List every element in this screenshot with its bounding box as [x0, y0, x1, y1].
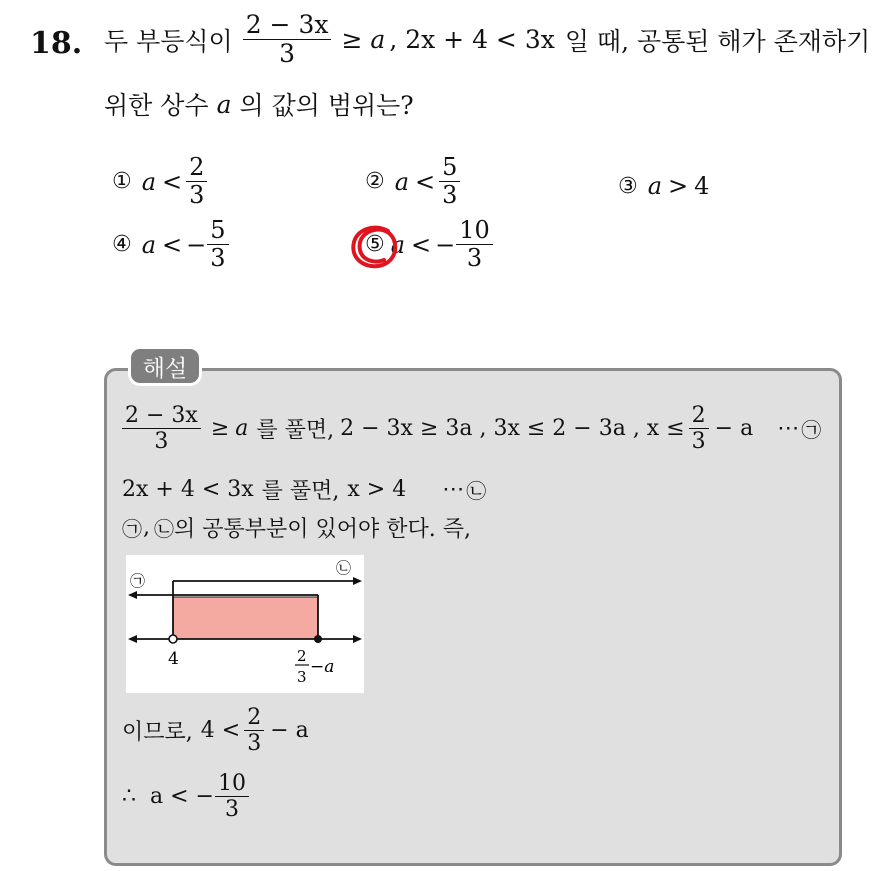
option-5-fraction: [456, 218, 493, 271]
solve-text: 를 풀면,: [256, 418, 335, 444]
dots: ⋯: [777, 416, 800, 442]
question-post: 일 때, 공통된 해가 존재하기: [564, 26, 871, 56]
option-op: >: [668, 172, 689, 200]
option-4[interactable]: [112, 218, 233, 271]
fraction-denominator: 3: [247, 731, 262, 757]
nl-circ-right: ㉡: [336, 559, 352, 577]
option-1-fraction: [186, 155, 207, 208]
open-dot: [169, 635, 177, 643]
minus-a: − a: [270, 718, 309, 744]
fraction-numerator: 2: [244, 706, 264, 731]
option-sign: −: [435, 230, 456, 259]
explanation-fraction-2: [689, 404, 709, 453]
question-number: 18.: [30, 26, 83, 61]
fraction-numerator: 2 − 3x: [122, 404, 201, 429]
fraction-numerator: 2: [186, 155, 207, 182]
fraction-numerator: 5: [439, 155, 460, 182]
option-op: <: [162, 230, 183, 259]
fraction-numerator: 10: [456, 218, 493, 245]
final-answer: a < −: [150, 784, 214, 810]
fraction-numerator: 5: [207, 218, 228, 245]
option-var: a: [394, 167, 410, 196]
minus-a: − a: [714, 416, 754, 442]
nl-label-tail: −a: [310, 657, 335, 677]
explanation-tag: 해설: [128, 346, 202, 386]
variable-a: a: [235, 416, 249, 442]
option-1[interactable]: [112, 155, 211, 208]
explanation-fraction-4: [215, 772, 249, 821]
option-2-fraction: [439, 155, 460, 208]
four-lt: 4 <: [200, 718, 241, 744]
separator: ,: [143, 515, 150, 540]
question-pre: 두 부등식이: [104, 26, 233, 56]
explanation-line-3: [122, 512, 471, 543]
fraction-numerator: 2 − 3x: [243, 12, 332, 40]
option-op: <: [162, 167, 183, 196]
closed-dot: [314, 635, 322, 643]
explanation-fraction-3: [244, 706, 264, 755]
explanation-fraction: [122, 404, 201, 453]
circled-nieun: ㉡: [466, 479, 487, 503]
answer-circle-mark: [348, 222, 404, 272]
inequality-2: 2x + 4 < 3x: [122, 477, 254, 502]
option-5-mark: ⑤: [365, 232, 385, 258]
explanation-line-4: [122, 706, 309, 755]
ge-symbol: ≥: [210, 416, 230, 442]
explanation-line-1: [122, 404, 821, 453]
fraction-denominator: 3: [442, 181, 458, 210]
option-var: a: [141, 230, 157, 259]
therefore-text: 이므로,: [122, 720, 193, 746]
question-fraction: [243, 12, 332, 68]
fraction-denominator: 3: [279, 39, 296, 69]
fraction-denominator: 3: [154, 429, 169, 455]
fraction-numerator: 10: [215, 772, 249, 797]
option-1-mark: ①: [112, 169, 132, 195]
number-line-diagram: [126, 555, 364, 693]
ge-symbol: ≥: [341, 25, 363, 55]
variable-a: a: [216, 89, 232, 119]
option-value: 4: [694, 172, 710, 200]
option-4-mark: ④: [112, 232, 132, 258]
fraction-denominator: 3: [210, 244, 226, 273]
variable-a: a: [370, 25, 386, 55]
option-var: a: [390, 230, 406, 259]
fraction-denominator: 3: [224, 797, 239, 823]
question-line2-c: 의 값의 범위는?: [239, 91, 414, 120]
x-gt-4: x > 4: [347, 477, 407, 502]
option-2[interactable]: [365, 155, 464, 208]
second-inequality: , 2x + 4 < 3x: [389, 25, 555, 55]
circled-giyeok: ㉠: [122, 517, 142, 541]
number-line-svg: [126, 555, 364, 693]
solve-text: 를 풀면,: [261, 479, 340, 504]
fraction-denominator: 3: [466, 244, 483, 273]
common-part-text: 의 공통부분이 있어야 한다. 즉,: [174, 517, 471, 542]
option-var: a: [647, 172, 663, 200]
nl-label-4: 4: [168, 649, 179, 669]
nl-label-den: 3: [297, 668, 307, 686]
question-line-1: [104, 12, 870, 68]
option-3[interactable]: [618, 172, 709, 200]
circled-giyeok: ㉠: [801, 418, 822, 443]
question-line-2: [104, 86, 414, 122]
therefore-symbol: ∴: [122, 784, 136, 810]
fraction-numerator: 2: [689, 404, 709, 429]
fraction-denominator: 3: [691, 429, 706, 455]
circled-nieun: ㉡: [154, 517, 174, 541]
option-op: <: [411, 230, 432, 259]
nl-label-num: 2: [297, 647, 307, 665]
derivation-chain: 2 − 3x ≥ 3a , 3x ≤ 2 − 3a , x ≤: [340, 416, 685, 442]
option-op: <: [415, 167, 436, 196]
option-2-mark: ②: [365, 169, 385, 195]
option-3-mark: ③: [618, 173, 638, 199]
option-var: a: [141, 167, 157, 196]
dots: ⋯: [442, 477, 465, 502]
option-sign: −: [186, 230, 207, 259]
fraction-denominator: 3: [189, 181, 205, 210]
explanation-line-5: [122, 772, 253, 821]
question-line2-a: 위한 상수: [104, 91, 209, 120]
option-4-fraction: [207, 218, 228, 271]
nl-circ-left: ㉠: [130, 572, 146, 590]
explanation-line-2: [122, 474, 486, 505]
